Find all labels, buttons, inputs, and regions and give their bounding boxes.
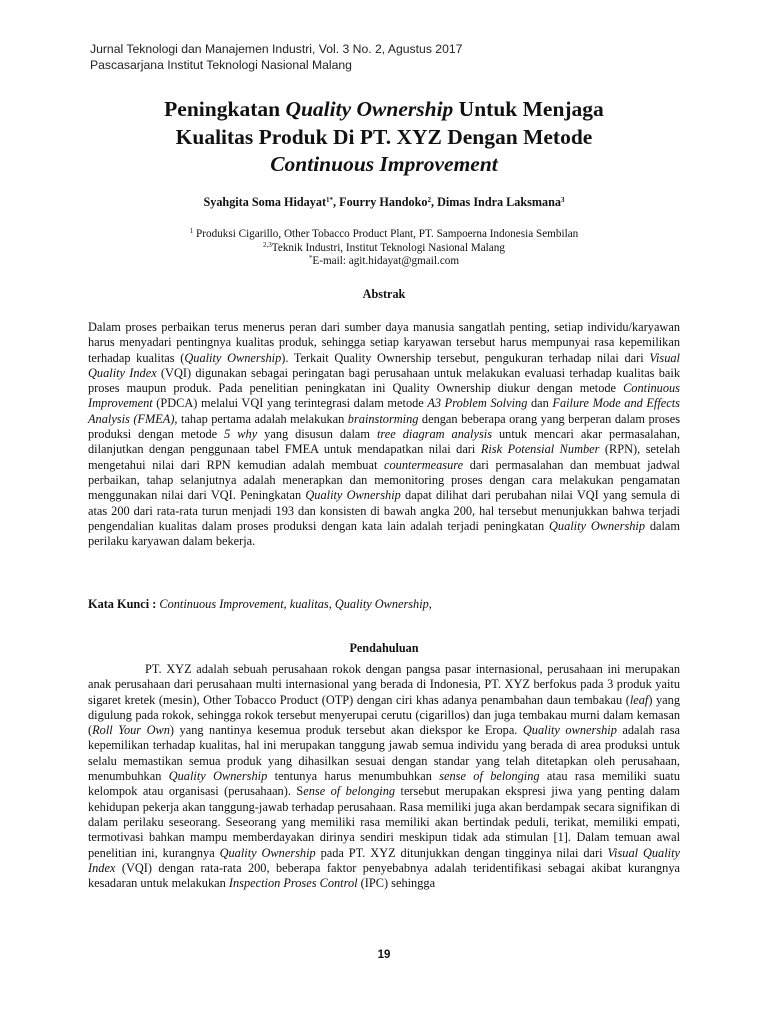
abstract-italic: Quality Ownership <box>184 350 282 365</box>
affiliation-2 <box>80 242 688 256</box>
intro-text: tentunya harus menumbuhkan <box>267 769 440 784</box>
abstract-text: (PDCA) melalui VQI yang terintegrasi dalam metode <box>152 396 428 411</box>
intro-italic: leaf <box>629 692 649 707</box>
affiliation-text: Produksi Cigarillo, Other Tobacco Product Plant, PT. Sampoerna Indonesia Sembilan <box>193 228 579 240</box>
intro-italic: Quality Ownership <box>219 845 316 860</box>
abstract-body <box>88 320 680 549</box>
journal-citation: Jurnal Teknologi dan Manajemen Industri, Vol. 3 No. 2, Agustus 2017 <box>90 42 463 56</box>
intro-italic: Visual Quality Index <box>88 845 680 875</box>
author-marker: 2 <box>427 196 431 204</box>
abstract-italic: Failure Mode and Effects Analysis (FMEA), <box>88 396 680 426</box>
affiliation-marker: 1 <box>189 227 194 235</box>
abstract-italic: brainstorming <box>347 411 419 426</box>
paper-title <box>80 96 688 179</box>
author-marker: 3 <box>561 196 565 204</box>
affiliations <box>80 228 688 269</box>
corresponding-email <box>80 255 688 269</box>
intro-italic: sense of belonging <box>439 769 540 784</box>
keywords <box>88 597 680 612</box>
abstract-italic: Quality Ownership <box>305 488 401 503</box>
abstract-italic: Visual Quality Index <box>88 350 680 380</box>
page-number: 19 <box>377 949 391 961</box>
journal-institution: Pascasarjana Institut Teknologi Nasional Malang <box>90 57 352 72</box>
intro-text: PT. XYZ adalah sebuah perusahaan rokok dengan pangsa pasar internasional, perusahaan ini merupakan anak perusahaan dari perusahaan multi internasional yang berada di Indonesia, PT. XYZ berfokus pada 3 produk yaitu sigaret kretek (mesin), Other Tobacco Product (OTP) dengan ciri khas adanya penambahan daun tembakau ( <box>88 662 680 707</box>
intro-text: ) yang nantinya kesemua produk tersebut akan diekspor ke Eropa. <box>169 723 523 738</box>
title-italic-term: Quality Ownership <box>285 97 454 121</box>
abstract-text: yang disusun dalam <box>257 427 377 442</box>
introduction-heading: Pendahuluan <box>349 641 419 655</box>
abstract-italic: A3 Problem Solving <box>427 396 528 411</box>
abstract-text: dalam perilaku karyawan dalam bekerja. <box>88 518 681 549</box>
journal-header <box>90 42 462 73</box>
intro-italic: Roll Your Own <box>92 723 170 738</box>
abstract-italic: countermeasure <box>384 457 464 472</box>
abstract-text: dapat dilihat dari perubahan nilai VQI yang semula di atas 200 dari rata-rata turun menjadi 193 dan konsisten di bawah angka 200, hal tersebut menunjukkan bahwa terjadi pengendalian kualitas dalam proses produksi dengan kata lain adalah terjadi peningkatan <box>88 488 681 533</box>
author-marker: 1* <box>326 196 334 204</box>
intro-text: atau rasa memiliki suatu kelompok atau organisasi (perusahaan). S <box>88 769 680 799</box>
intro-text: pada PT. XYZ ditunjukkan dengan tingginya nilai dari <box>315 845 608 860</box>
title-text: Peningkatan <box>164 97 286 121</box>
abstract-italic: 5 why <box>224 427 258 442</box>
author-list <box>80 195 688 210</box>
abstract-text: untuk mencari akar permasalahan, dilanjutkan dengan penggunaan tabel FMEA untuk mendapatkan nilai dari <box>88 427 680 457</box>
title-line-2: Kualitas Produk Di PT. XYZ Dengan Metode <box>175 124 593 149</box>
abstract-italic: Quality Ownership <box>548 518 646 533</box>
intro-text: (VQI) dengan rata-rata 200, beberapa faktor penyebabnya adalah teridentifikasi sebagai akibat kurangnya kesadaran untuk melakukan <box>88 860 680 891</box>
intro-text: adalah rasa kepemilikan terhadap kualitas, hal ini merupakan tanggung jawab semua individu yang berada di area produksi untuk selalu memastikan semua produk yang dihasilkan sesuai dengan standar yang telah ditetapkan oleh perusahaan, menumbuhkan <box>88 723 680 784</box>
abstract-text: tahap pertama adalah melakukan <box>177 411 348 426</box>
intro-text: (IPC) sehingga <box>357 876 436 891</box>
abstract-text: (VQI) digunakan sebagai peringatan bagi perusahaan untuk melakukan evaluasi terhadap kualitas baik proses maupun produk. Pada penelitian peningkatan ini Quality Ownership diukur dengan metode <box>88 365 680 396</box>
abstract-text: dengan beberapa orang yang berperan dalam proses produksi dengan metode <box>88 411 680 442</box>
title-line-1 <box>80 96 688 124</box>
abstract-heading: Abstrak <box>362 287 406 301</box>
abstract-text: (RPN), setelah mengetahui nilai dari RPN kemudian adalah membuat <box>88 442 681 472</box>
abstract-text: ). Terkait Quality Ownership tersebut, pengukuran terhadap nilai dari <box>281 350 650 365</box>
abstract-italic: Continuous Improvement <box>88 381 680 411</box>
title-text: Untuk Menjaga <box>453 97 604 121</box>
author-name: Syahgita Soma Hidayat <box>203 195 327 209</box>
affiliation-marker: 2,3 <box>263 240 272 249</box>
keywords-text: Continuous Improvement, kualitas, Quality Ownership, <box>156 597 432 611</box>
title-line-3 <box>80 151 688 179</box>
email-marker: * <box>308 254 313 262</box>
intro-italic: Quality ownership <box>522 723 617 738</box>
abstract-text: dan <box>527 396 553 411</box>
abstract-italic: Risk Potensial Number <box>480 442 600 457</box>
title-italic-term: Continuous Improvement <box>270 152 498 176</box>
author-name: , Fourry Handoko <box>333 195 428 209</box>
intro-text: ) yang digulung pada rokok, sehingga rokok tersebut menyerupai cerutu (cigarillos) dan juga tembakau murni dalam kemasan ( <box>88 692 680 738</box>
keywords-label: Kata Kunci : <box>88 597 157 611</box>
intro-text: tersebut merupakan ekspresi jiwa yang penting dalam kehidupan pekerja akan tanggung-jawab terhadap perusahaan. Rasa memiliki juga akan berdampak secara signifikan di dalam perilaku seseorang. Seseorang yang memiliki rasa memiliki akan bertindak peduli, terikat, memiliki empati, termotivasi bahkan mampu memberdayakan dirinya sendiri meskipun tidak ada stimulan [1]. Dalam temuan awal penelitian ini, kurangnya <box>88 784 680 860</box>
introduction-body <box>88 662 680 891</box>
intro-italic: ense of belonging <box>303 784 396 799</box>
abstract-text: dari permasalahan dan membuat jadwal perbaikan, tahap selanjutnya adalah menerapkan dan memonitoring proses dengan cara melakukan pengamatan menggunakan nilai dari VQI. Peningkatan <box>88 457 680 503</box>
intro-italic: Quality Ownership <box>168 769 268 784</box>
abstract-text: Dalam proses perbaikan terus menerus peran dari sumber daya manusia sangatlah penting, setiap individu/karyawan harus menyadari pentingnya kualitas produk, sehingga setiap karyawan tersebut harus mempunyai rasa kepemilikan terhadap kualitas ( <box>88 320 680 365</box>
affiliation-1 <box>80 228 688 242</box>
abstract-italic: tree diagram analysis <box>377 427 492 442</box>
intro-italic: Inspection Proses Control <box>228 876 358 891</box>
affiliation-text: Teknik Industri, Institut Teknologi Nasional Malang <box>271 241 505 254</box>
author-name: , Dimas Indra Laksmana <box>431 195 562 209</box>
email-text: E-mail: agit.hidayat@gmail.com <box>312 255 460 267</box>
